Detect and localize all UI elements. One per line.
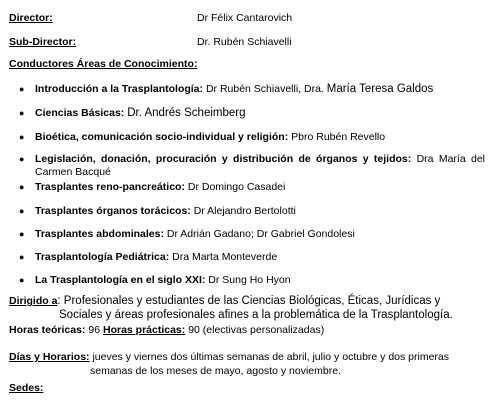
dirigido-text-2: Sociales y áreas profesionales afines a la problemática de la Trasplantología. — [59, 309, 453, 321]
subdirector-value: Dr. Rubén Schiavelli — [197, 36, 292, 48]
bullet-icon: ● — [19, 206, 25, 216]
area-text: Dra María del Carmen Bacqué — [35, 153, 485, 178]
subdirector-row — [9, 36, 76, 49]
dirigido-text-1: : Profesionales y estudiantes de las Ciencias Biológicas, Éticas, Jurídicas y — [57, 295, 441, 307]
bullet-icon: ● — [19, 84, 25, 94]
horarios-paragraph — [9, 350, 485, 378]
director-row — [9, 12, 53, 25]
horarios-text-2: semanas de los meses de mayo, agosto y noviembre. — [90, 365, 341, 377]
area-text: Dr Rubén Schiavelli, Dra. — [203, 83, 327, 95]
horarios-label: Días y Horarios: — [9, 351, 90, 363]
bullet-icon: ● — [19, 132, 25, 142]
list-item — [19, 251, 485, 264]
director-value: Dr Félix Cantarovich — [197, 12, 293, 24]
list-item — [19, 153, 485, 179]
list-item — [19, 83, 485, 96]
bullet-icon: ● — [19, 252, 25, 262]
list-item — [19, 181, 485, 194]
bullet-icon: ● — [19, 275, 25, 285]
horarios-text-1: jueves y viernes dos últimas semanas de abril, julio y octubre y dos primeras — [89, 351, 450, 363]
list-item — [19, 131, 485, 144]
area-text-2: María Teresa Galdos — [326, 83, 434, 95]
dirigido-paragraph — [9, 294, 485, 322]
list-item — [19, 205, 485, 218]
area-title: Trasplantes abdominales: — [35, 228, 164, 240]
area-title: Trasplantología Pediátrica: — [35, 251, 170, 263]
area-title: Trasplantes órganos torácicos: — [35, 205, 191, 217]
area-title: Bioética, comunicación socio-individual y religión: — [35, 131, 289, 143]
bullet-icon: ● — [19, 108, 25, 118]
horas-practicas-label: Horas prácticas: — [102, 324, 186, 336]
conductores-heading: Conductores Áreas de Conocimiento: — [9, 58, 198, 70]
horas-row — [9, 324, 324, 337]
area-title: Introducción a la Trasplantología: — [35, 83, 204, 95]
list-item — [19, 107, 485, 120]
area-text: Dr Sung Ho Hyon — [205, 274, 291, 286]
bullet-icon: ● — [19, 182, 25, 192]
horas-teoricas-label: Horas teóricas: — [9, 324, 86, 336]
area-text: Dr Adrián Gadano; Dr Gabriel Gondolesi — [163, 228, 355, 240]
area-text: Dra Marta Monteverde — [169, 251, 278, 263]
horas-teoricas-value: 96 — [85, 324, 101, 336]
list-item — [19, 274, 485, 287]
area-title: La Trasplantología en el siglo XXI: — [35, 274, 206, 286]
bullet-icon: ● — [19, 229, 25, 239]
area-title: Ciencias Básicas: — [35, 107, 125, 119]
area-text: Pbro Rubén Revello — [288, 131, 386, 143]
bullet-icon: ● — [19, 154, 25, 164]
area-text: Dr Domingo Casadei — [184, 181, 286, 193]
horas-practicas-value: 90 (electivas personalizadas) — [185, 324, 325, 336]
dirigido-label: Dirigido a — [9, 295, 58, 307]
area-title: Trasplantes reno-pancreático: — [35, 181, 185, 193]
area-text: Dr Alejandro Bertolotti — [190, 205, 296, 217]
list-item — [19, 228, 485, 241]
area-title: Legislación, donación, procuración y distribución de órganos y tejidos: — [35, 153, 412, 165]
director-label: Director: — [9, 12, 53, 24]
area-text-2: Dr. Andrés Scheimberg — [127, 107, 246, 119]
sedes-heading: Sedes: — [9, 382, 44, 394]
subdirector-label: Sub-Director: — [9, 36, 77, 48]
